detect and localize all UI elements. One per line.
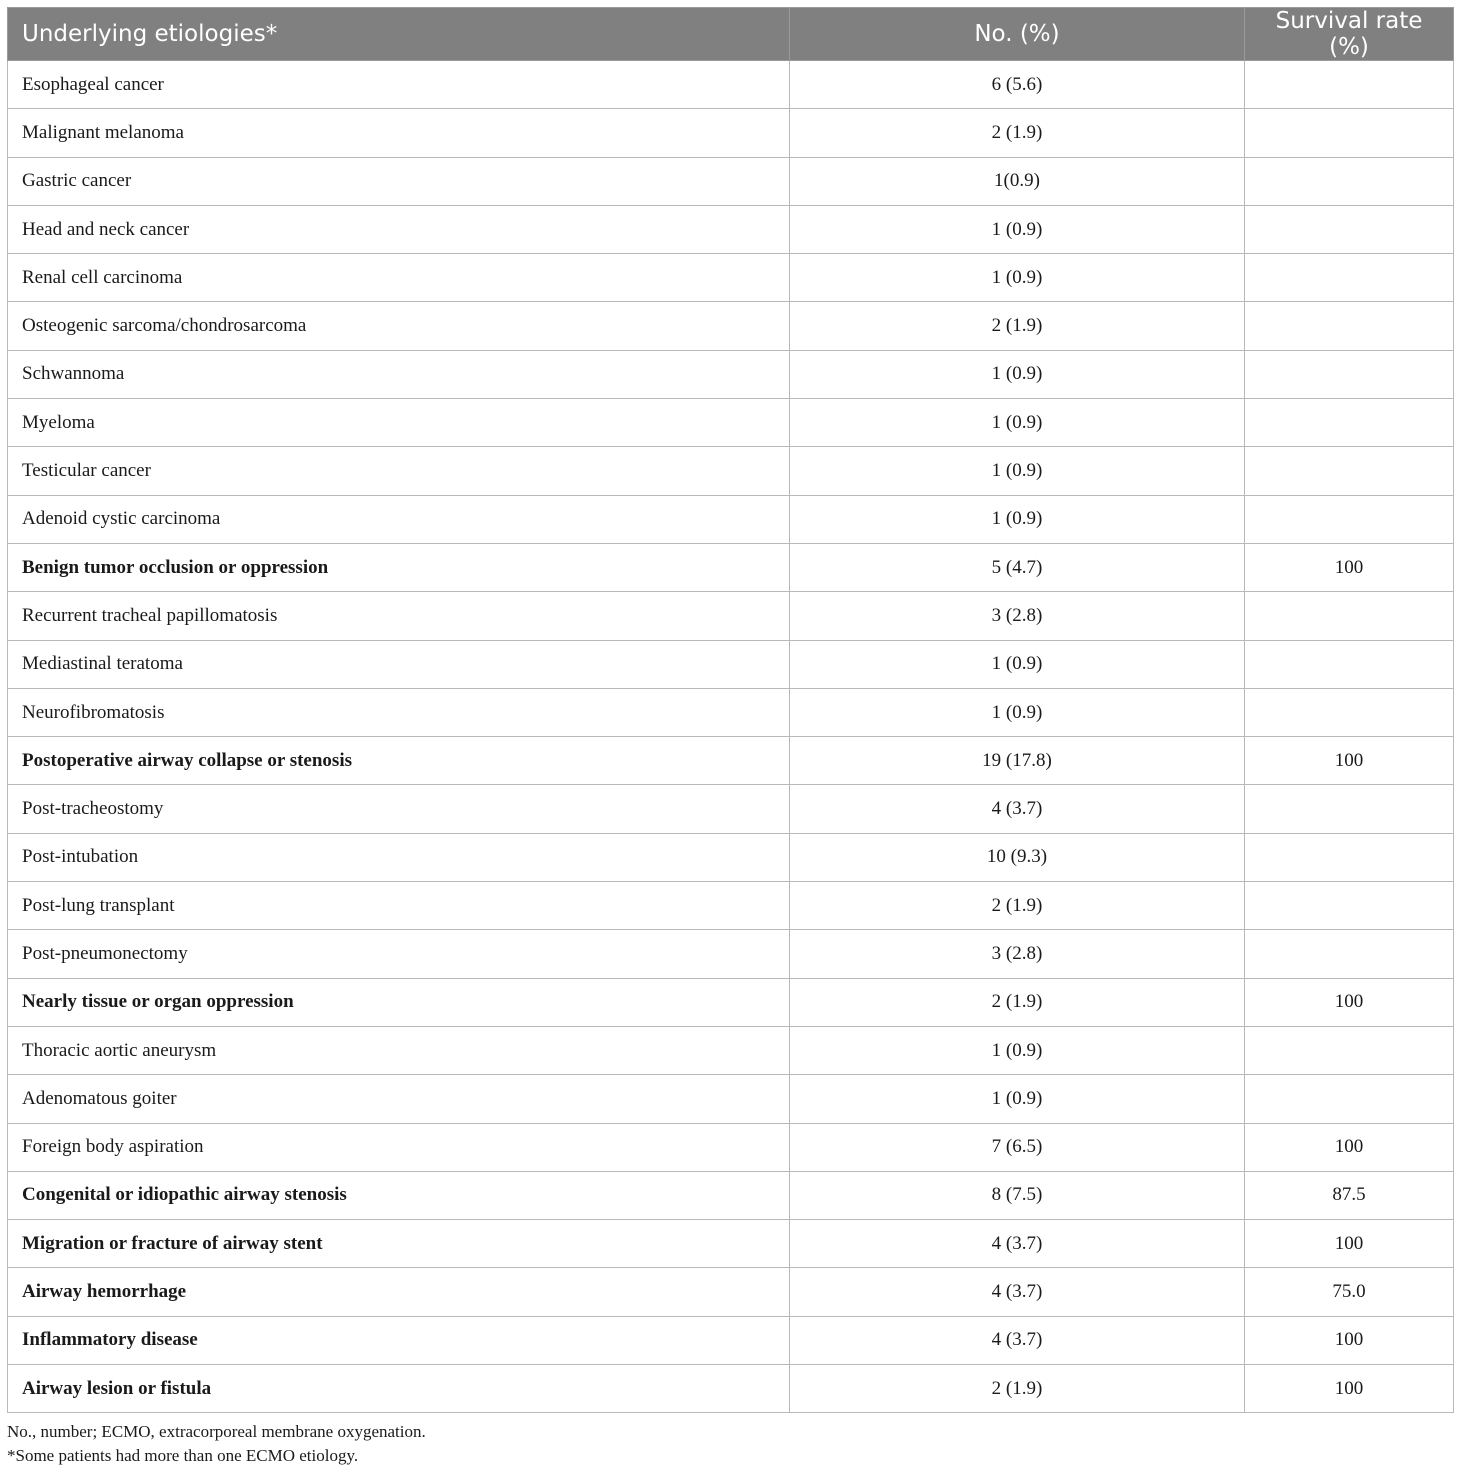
- table-row: [8, 1220, 1454, 1268]
- footnote-abbreviations: No., number; ECMO, extracorporeal membrane oxygenation.: [7, 1422, 426, 1441]
- table-row: [8, 592, 1454, 640]
- table-row: [8, 495, 1454, 543]
- number-percent-cell: 8 (7.5): [790, 1171, 1245, 1219]
- survival-rate-cell: [1245, 495, 1454, 543]
- table-row: [8, 1268, 1454, 1316]
- header-survival-rate: Survival rate (%): [1245, 8, 1454, 61]
- etiology-cell: Airway hemorrhage: [8, 1268, 790, 1316]
- etiology-table: [7, 7, 1454, 1413]
- survival-rate-cell: [1245, 1075, 1454, 1123]
- number-percent-cell: 2 (1.9): [790, 302, 1245, 350]
- survival-rate-cell: [1245, 350, 1454, 398]
- number-percent-cell: 1 (0.9): [790, 205, 1245, 253]
- number-percent-cell: 2 (1.9): [790, 882, 1245, 930]
- table-row: [8, 1171, 1454, 1219]
- etiology-cell: Nearly tissue or organ oppression: [8, 978, 790, 1026]
- number-percent-cell: 4 (3.7): [790, 1220, 1245, 1268]
- number-percent-cell: 3 (2.8): [790, 592, 1245, 640]
- survival-rate-cell: 75.0: [1245, 1268, 1454, 1316]
- number-percent-cell: 4 (3.7): [790, 1316, 1245, 1364]
- etiology-cell: Migration or fracture of airway stent: [8, 1220, 790, 1268]
- survival-rate-cell: 100: [1245, 737, 1454, 785]
- etiology-cell: Inflammatory disease: [8, 1316, 790, 1364]
- header-number-percent: No. (%): [790, 8, 1245, 61]
- survival-rate-cell: [1245, 447, 1454, 495]
- etiology-cell: Neurofibromatosis: [8, 688, 790, 736]
- number-percent-cell: 1 (0.9): [790, 350, 1245, 398]
- table-row: [8, 640, 1454, 688]
- etiology-cell: Congenital or idiopathic airway stenosis: [8, 1171, 790, 1219]
- survival-rate-cell: 100: [1245, 543, 1454, 591]
- etiology-cell: Renal cell carcinoma: [8, 254, 790, 302]
- etiology-cell: Post-lung transplant: [8, 882, 790, 930]
- etiology-cell: Thoracic aortic aneurysm: [8, 1026, 790, 1074]
- number-percent-cell: 4 (3.7): [790, 1268, 1245, 1316]
- table-row: [8, 785, 1454, 833]
- number-percent-cell: 19 (17.8): [790, 737, 1245, 785]
- number-percent-cell: 1 (0.9): [790, 399, 1245, 447]
- table-row: [8, 1075, 1454, 1123]
- number-percent-cell: 10 (9.3): [790, 833, 1245, 881]
- survival-rate-cell: [1245, 785, 1454, 833]
- survival-rate-cell: [1245, 157, 1454, 205]
- number-percent-cell: 1 (0.9): [790, 495, 1245, 543]
- number-percent-cell: 1 (0.9): [790, 1026, 1245, 1074]
- etiology-cell: Esophageal cancer: [8, 61, 790, 109]
- table-row: [8, 1316, 1454, 1364]
- number-percent-cell: 2 (1.9): [790, 978, 1245, 1026]
- table-body: [8, 61, 1454, 1413]
- survival-rate-cell: [1245, 399, 1454, 447]
- survival-rate-cell: [1245, 930, 1454, 978]
- table-row: [8, 350, 1454, 398]
- survival-rate-cell: [1245, 61, 1454, 109]
- table-row: [8, 1365, 1454, 1413]
- etiology-cell: Osteogenic sarcoma/chondrosarcoma: [8, 302, 790, 350]
- number-percent-cell: 4 (3.7): [790, 785, 1245, 833]
- table-row: [8, 1123, 1454, 1171]
- number-percent-cell: 2 (1.9): [790, 1365, 1245, 1413]
- number-percent-cell: 1 (0.9): [790, 254, 1245, 302]
- number-percent-cell: 3 (2.8): [790, 930, 1245, 978]
- survival-rate-cell: [1245, 1026, 1454, 1074]
- survival-rate-cell: 87.5: [1245, 1171, 1454, 1219]
- number-percent-cell: 1 (0.9): [790, 447, 1245, 495]
- etiology-cell: Testicular cancer: [8, 447, 790, 495]
- survival-rate-cell: [1245, 254, 1454, 302]
- table-row: [8, 543, 1454, 591]
- etiology-cell: Benign tumor occlusion or oppression: [8, 543, 790, 591]
- etiology-cell: Malignant melanoma: [8, 109, 790, 157]
- etiology-cell: Mediastinal teratoma: [8, 640, 790, 688]
- survival-rate-cell: [1245, 302, 1454, 350]
- etiology-table-container: [7, 7, 1453, 1413]
- number-percent-cell: 1(0.9): [790, 157, 1245, 205]
- table-row: [8, 737, 1454, 785]
- table-row: [8, 930, 1454, 978]
- etiology-cell: Post-pneumonectomy: [8, 930, 790, 978]
- survival-rate-cell: 100: [1245, 1316, 1454, 1364]
- etiology-cell: Foreign body aspiration: [8, 1123, 790, 1171]
- table-row: [8, 1026, 1454, 1074]
- survival-rate-cell: [1245, 882, 1454, 930]
- etiology-cell: Myeloma: [8, 399, 790, 447]
- etiology-cell: Schwannoma: [8, 350, 790, 398]
- etiology-cell: Adenoid cystic carcinoma: [8, 495, 790, 543]
- table-row: [8, 61, 1454, 109]
- number-percent-cell: 5 (4.7): [790, 543, 1245, 591]
- number-percent-cell: 1 (0.9): [790, 688, 1245, 736]
- etiology-cell: Post-tracheostomy: [8, 785, 790, 833]
- table-row: [8, 399, 1454, 447]
- survival-rate-cell: 100: [1245, 978, 1454, 1026]
- table-row: [8, 833, 1454, 881]
- header-etiology: Underlying etiologies*: [8, 8, 790, 61]
- table-header-row: [8, 8, 1454, 61]
- table-row: [8, 205, 1454, 253]
- etiology-cell: Recurrent tracheal papillomatosis: [8, 592, 790, 640]
- survival-rate-cell: 100: [1245, 1365, 1454, 1413]
- survival-rate-cell: [1245, 833, 1454, 881]
- footnote-asterisk: *Some patients had more than one ECMO etiology.: [7, 1446, 359, 1465]
- survival-rate-cell: [1245, 592, 1454, 640]
- number-percent-cell: 7 (6.5): [790, 1123, 1245, 1171]
- survival-rate-cell: 100: [1245, 1123, 1454, 1171]
- etiology-cell: Postoperative airway collapse or stenosis: [8, 737, 790, 785]
- number-percent-cell: 2 (1.9): [790, 109, 1245, 157]
- table-row: [8, 157, 1454, 205]
- number-percent-cell: 6 (5.6): [790, 61, 1245, 109]
- survival-rate-cell: [1245, 640, 1454, 688]
- etiology-cell: Head and neck cancer: [8, 205, 790, 253]
- survival-rate-cell: [1245, 688, 1454, 736]
- survival-rate-cell: 100: [1245, 1220, 1454, 1268]
- table-row: [8, 447, 1454, 495]
- number-percent-cell: 1 (0.9): [790, 1075, 1245, 1123]
- etiology-cell: Post-intubation: [8, 833, 790, 881]
- survival-rate-cell: [1245, 109, 1454, 157]
- table-row: [8, 254, 1454, 302]
- table-row: [8, 882, 1454, 930]
- etiology-cell: Adenomatous goiter: [8, 1075, 790, 1123]
- table-row: [8, 109, 1454, 157]
- table-row: [8, 302, 1454, 350]
- table-footnotes: [7, 1420, 426, 1468]
- etiology-cell: Airway lesion or fistula: [8, 1365, 790, 1413]
- etiology-cell: Gastric cancer: [8, 157, 790, 205]
- table-row: [8, 688, 1454, 736]
- number-percent-cell: 1 (0.9): [790, 640, 1245, 688]
- survival-rate-cell: [1245, 205, 1454, 253]
- table-row: [8, 978, 1454, 1026]
